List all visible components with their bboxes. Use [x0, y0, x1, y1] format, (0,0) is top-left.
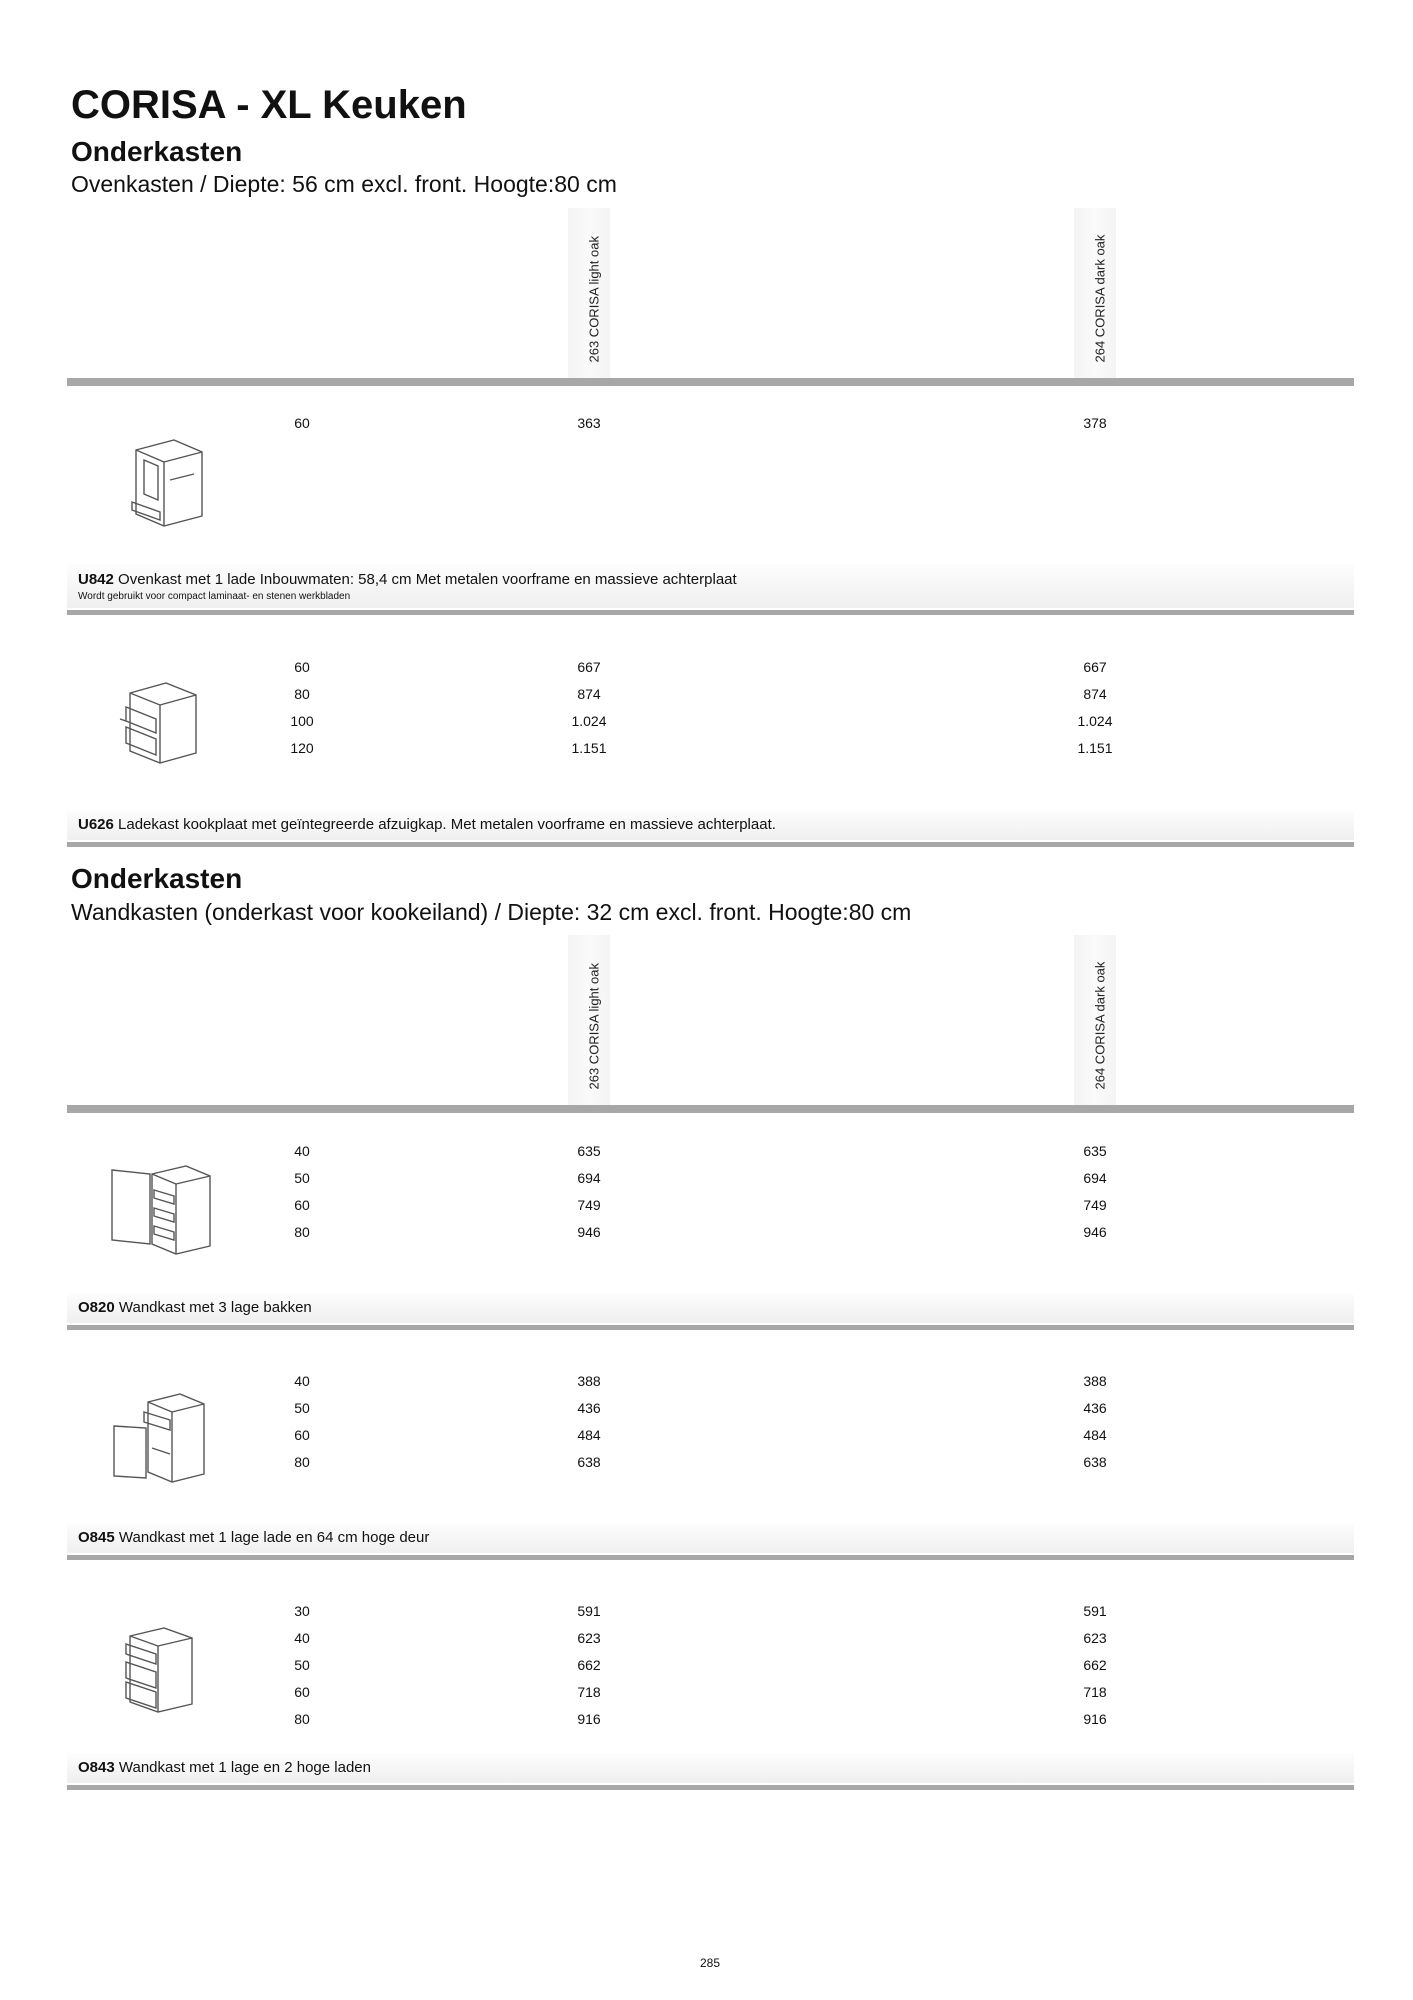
price-dark-oak: 667: [1083, 659, 1107, 675]
width-value: 60: [294, 1427, 310, 1443]
price-light-oak: 874: [577, 686, 601, 702]
section-heading: Onderkasten: [71, 863, 243, 894]
column-header-light-oak: [568, 208, 610, 378]
page-title: CORISA - XL Keuken: [71, 83, 467, 127]
price-dark-oak: 591: [1083, 1603, 1107, 1619]
price-dark-oak: 749: [1083, 1197, 1107, 1213]
price-light-oak: 591: [577, 1603, 601, 1619]
wall-cabinet-drawer-door-icon: [108, 1390, 208, 1490]
width-value: 120: [290, 740, 314, 756]
price-dark-oak: 946: [1083, 1224, 1107, 1240]
drawer-cabinet-icon: [116, 675, 206, 775]
price-dark-oak: 484: [1083, 1427, 1107, 1443]
price-dark-oak: 638: [1083, 1454, 1107, 1470]
product-note: Wordt gebruikt voor compact laminaat- en stenen werkbladen: [78, 591, 351, 602]
price-light-oak: 667: [577, 659, 601, 675]
column-header-label: 263 CORISA light oak: [586, 236, 602, 363]
width-value: 80: [294, 1454, 310, 1470]
price-dark-oak: 916: [1083, 1711, 1107, 1727]
width-value: 80: [294, 1224, 310, 1240]
column-header-dark-oak: [1074, 935, 1116, 1105]
product-description: [78, 571, 737, 588]
column-header-light-oak: [568, 935, 610, 1105]
product-description: [78, 1529, 429, 1546]
width-value: 80: [294, 686, 310, 702]
width-value: 50: [294, 1657, 310, 1673]
product-text: Wandkast met 3 lage bakken: [118, 1299, 312, 1316]
table-header-divider: [67, 1105, 1354, 1113]
product-divider: [67, 1785, 1354, 1790]
product-description: [78, 1759, 371, 1776]
oven-cabinet-icon: [122, 430, 212, 530]
price-light-oak: 946: [577, 1224, 601, 1240]
width-value: 60: [294, 659, 310, 675]
width-value: 40: [294, 1143, 310, 1159]
product-divider: [67, 842, 1354, 847]
price-light-oak: 623: [577, 1630, 601, 1646]
wall-cabinet-drawers-icon: [116, 1622, 206, 1722]
price-dark-oak: 874: [1083, 686, 1107, 702]
product-text: Wandkast met 1 lage lade en 64 cm hoge deur: [118, 1529, 430, 1546]
product-code: U842: [78, 571, 114, 588]
price-light-oak: 638: [577, 1454, 601, 1470]
price-light-oak: 1.024: [571, 713, 607, 729]
column-header-label: 264 CORISA dark oak: [1092, 961, 1108, 1090]
price-light-oak: 718: [577, 1684, 601, 1700]
width-value: 80: [294, 1711, 310, 1727]
price-dark-oak: 623: [1083, 1630, 1107, 1646]
price-dark-oak: 378: [1083, 415, 1107, 431]
price-light-oak: 916: [577, 1711, 601, 1727]
price-light-oak: 694: [577, 1170, 601, 1186]
price-dark-oak: 436: [1083, 1400, 1107, 1416]
price-light-oak: 635: [577, 1143, 601, 1159]
price-dark-oak: 662: [1083, 1657, 1107, 1673]
price-light-oak: 1.151: [571, 740, 607, 756]
width-value: 50: [294, 1400, 310, 1416]
page-number: 285: [699, 1956, 721, 1970]
price-dark-oak: 718: [1083, 1684, 1107, 1700]
price-light-oak: 436: [577, 1400, 601, 1416]
column-header-dark-oak: [1074, 208, 1116, 378]
product-text: Ladekast kookplaat met geïntegreerde afzuigkap. Met metalen voorframe en massieve achterplaat.: [118, 816, 776, 833]
width-value: 60: [294, 1197, 310, 1213]
width-value: 30: [294, 1603, 310, 1619]
product-text: Wandkast met 1 lage en 2 hoge laden: [118, 1759, 371, 1776]
product-code: O843: [78, 1759, 115, 1776]
price-dark-oak: 694: [1083, 1170, 1107, 1186]
product-description: [78, 1299, 312, 1316]
section-heading: Onderkasten: [71, 136, 243, 167]
price-dark-oak: 1.151: [1077, 740, 1113, 756]
width-value: 50: [294, 1170, 310, 1186]
column-header-label: 263 CORISA light oak: [586, 963, 602, 1090]
width-value: 60: [294, 1684, 310, 1700]
product-divider: [67, 610, 1354, 615]
width-value: 40: [294, 1630, 310, 1646]
column-header-label: 264 CORISA dark oak: [1092, 234, 1108, 363]
price-dark-oak: 388: [1083, 1373, 1107, 1389]
wall-cabinet-trays-icon: [106, 1160, 216, 1260]
table-header-divider: [67, 378, 1354, 386]
width-value: 60: [294, 415, 310, 431]
product-divider: [67, 1325, 1354, 1330]
section-subheading: Ovenkasten / Diepte: 56 cm excl. front. Hoogte:80 cm: [71, 171, 617, 197]
product-text: Ovenkast met 1 lade Inbouwmaten: 58,4 cm Met metalen voorframe en massieve achterplaat: [118, 571, 737, 588]
price-light-oak: 363: [577, 415, 601, 431]
width-value: 40: [294, 1373, 310, 1389]
price-light-oak: 388: [577, 1373, 601, 1389]
product-code: U626: [78, 816, 114, 833]
product-divider: [67, 1555, 1354, 1560]
price-dark-oak: 635: [1083, 1143, 1107, 1159]
section-subheading: Wandkasten (onderkast voor kookeiland) / Diepte: 32 cm excl. front. Hoogte:80 cm: [71, 899, 912, 925]
width-value: 100: [290, 713, 314, 729]
product-description: [78, 816, 776, 833]
product-code: O845: [78, 1529, 115, 1546]
price-light-oak: 484: [577, 1427, 601, 1443]
price-light-oak: 749: [577, 1197, 601, 1213]
price-dark-oak: 1.024: [1077, 713, 1113, 729]
product-code: O820: [78, 1299, 115, 1316]
price-light-oak: 662: [577, 1657, 601, 1673]
